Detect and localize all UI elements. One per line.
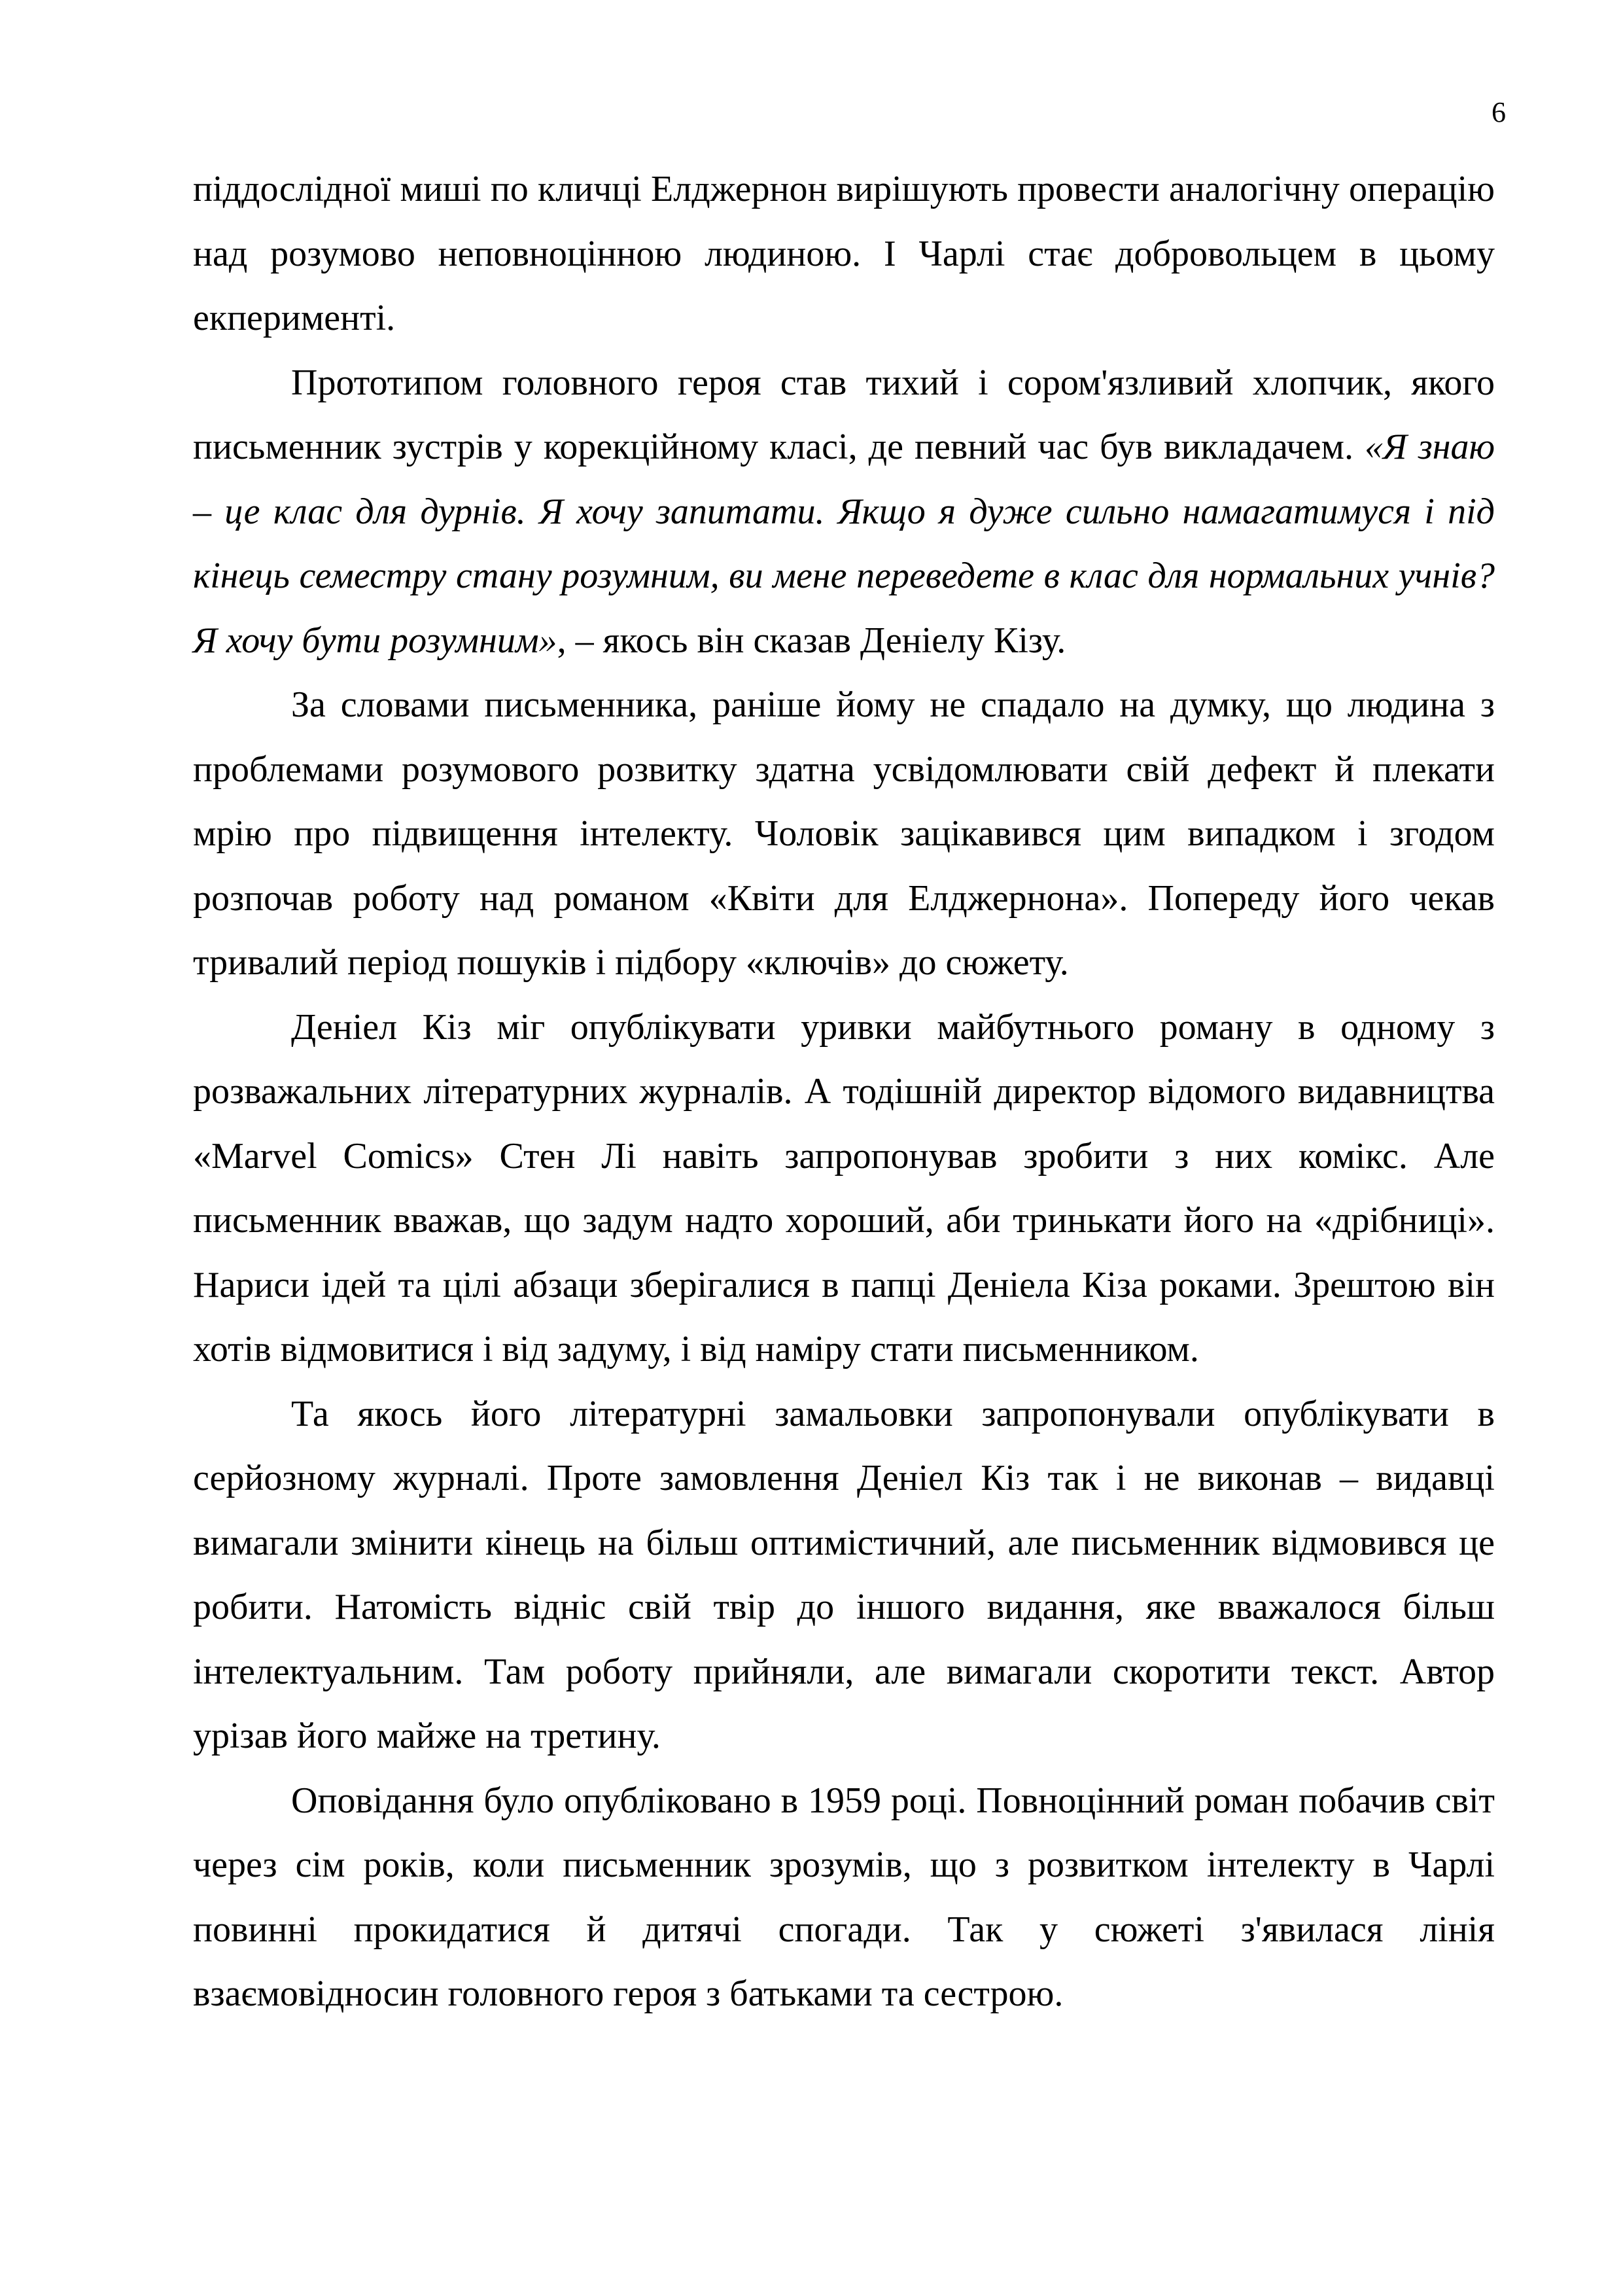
paragraph-publication: Оповідання було опубліковано в 1959 році. Повноцінний роман побачив світ через сім років, коли письменник зрозумів, що з розвитком інтелекту в Чарлі повинні прокидатися й дитячі спогади. Так у сюжеті з'явилася лінія взаємовідносин головного героя з батьками та сестрою. xyxy=(193,1780,1495,2014)
paragraph-journal: Та якось його літературні замальовки запропонували опублікувати в серйозному журналі. Проте замовлення Деніел Кіз так і не виконав – видавці вимагали змінити кінець на більш оптимістичний, але письменник відмовився це робити. Натомість відніс свій твір до іншого видання, яке вважалося більш інтелектуальним. Там роботу прийняли, але вимагали скоротити текст. Автор урізав його майже на третину. xyxy=(193,1393,1495,1756)
quote-text: «Я знаю – це клас для дурнів. Я хочу запитати. Якщо я дуже сильно намагатимуся і під кінець семестру стану розумним, ви мене переведете в клас для нормальних учнів? Я хочу бути розумним» xyxy=(193,427,1495,661)
paragraph-excerpts: Деніел Кіз міг опублікувати уривки майбутнього роману в одному з розважальних літературних журналів. А тодішній директор відомого видавництва «Marvel Comics» Стен Лі навіть запропонував зробити з них комікс. Але письменник вважав, що задум надто хороший, аби тринькати його на «дрібниці». Нариси ідей та цілі абзаци зберігалися в папці Деніела Кіза роками. Зрештою він хотів відмовитися і від задуму, і від наміру стати письменником. xyxy=(193,1006,1495,1369)
document-body xyxy=(193,157,1495,2026)
paragraph-text-after-quote: , – якось він сказав Деніелу Кізу. xyxy=(557,620,1066,661)
paragraph-prototype xyxy=(193,351,1495,673)
paragraph-text-before-quote: Прототипом головного героя став тихий і сором'язливий хлопчик, якого письменник зустрів у корекційному класі, де певний час був викладачем. xyxy=(193,362,1495,467)
paragraph-author-words: За словами письменника, раніше йому не спадало на думку, що людина з проблемами розумового розвитку здатна усвідомлювати свій дефект й плекати мрію про підвищення інтелекту. Чоловік зацікавився цим випадком і згодом розпочав роботу над романом «Квіти для Елджернона». Попереду його чекав тривалий період пошуків і підбору «ключів» до сюжету. xyxy=(193,684,1495,983)
paragraph-continuation: піддослідної миші по кличці Елджернон вирішують провести аналогічну операцію над розумово неповноцінною людиною. І Чарлі стає добровольцем в цьому екперименті. xyxy=(193,169,1495,338)
page-number: 6 xyxy=(1492,96,1506,128)
